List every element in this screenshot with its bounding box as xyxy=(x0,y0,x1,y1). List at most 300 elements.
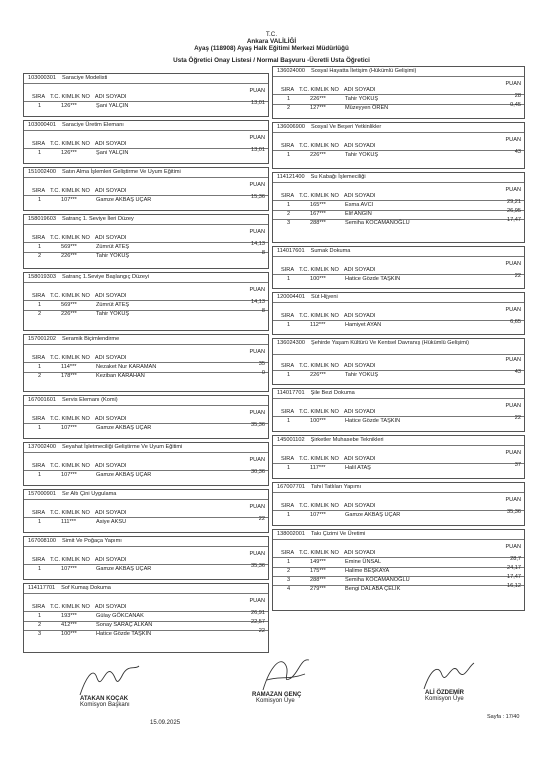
table-row xyxy=(24,619,268,630)
row-tc: 107*** xyxy=(61,566,77,572)
row-name: Elif ANGIN xyxy=(345,211,372,217)
col-sira: SIRA xyxy=(32,293,46,299)
col-puan: PUAN xyxy=(249,182,265,188)
row-sira: 1 xyxy=(38,566,42,572)
course-name: Saraciye Üretim Elemanı xyxy=(62,122,124,128)
row-sira: 3 xyxy=(287,577,291,583)
course-title xyxy=(28,216,264,222)
col-sira: SIRA xyxy=(32,141,46,147)
header-divider xyxy=(24,300,268,301)
col-name: ADI SOYADI xyxy=(343,313,376,319)
table-row xyxy=(24,469,268,480)
table-row xyxy=(24,610,268,621)
col-puan: PUAN xyxy=(505,497,521,503)
col-name: ADI SOYADI xyxy=(94,416,127,422)
course-name: Seyahat İşletmeciliği Geliştirme Ve Uyum Eğitimi xyxy=(62,444,183,450)
title-divider xyxy=(273,132,524,133)
title-divider xyxy=(24,499,268,500)
course-name: Su Kabağı İşlemeciliği xyxy=(310,174,366,180)
col-tc: T.C. KIMLIK NO xyxy=(50,557,90,563)
row-sira: 1 xyxy=(287,465,291,471)
course-name: Simit Ve Poğaça Yapımı xyxy=(62,538,122,544)
course-name: Satranç 1. Seviye İleri Düzey xyxy=(62,216,134,222)
course-name: Süt Hijyeni xyxy=(311,294,338,300)
row-tc: 100*** xyxy=(310,418,326,424)
col-tc: T.C. KIMLIK NO xyxy=(299,143,339,149)
course-code: 114121400 xyxy=(277,174,305,180)
col-sira: SIRA xyxy=(281,193,295,199)
row-sira: 1 xyxy=(287,372,291,378)
row-sira: 1 xyxy=(38,103,42,109)
col-tc: T.C. KIMLIK NO xyxy=(50,355,90,361)
row-name: Sonay SARAÇ ALKAN xyxy=(96,622,153,628)
col-puan: PUAN xyxy=(249,349,265,355)
column-header xyxy=(32,141,131,147)
column-header xyxy=(281,363,380,369)
title-divider xyxy=(273,445,524,446)
col-tc: T.C. KIMLIK NO xyxy=(299,313,339,319)
table-row xyxy=(24,250,268,261)
col-sira: SIRA xyxy=(32,235,46,241)
row-tc: 100*** xyxy=(310,276,326,282)
course-block xyxy=(272,66,525,119)
row-puan: 16,12 xyxy=(507,583,521,589)
col-tc: T.C. KIMLIK NO xyxy=(50,188,90,194)
row-puan: 13,01 xyxy=(251,100,265,106)
row-puan: 14,13 xyxy=(251,299,265,305)
row-tc: 126*** xyxy=(61,103,77,109)
table-row xyxy=(24,370,268,381)
signer-name-2: RAMAZAN GENÇ xyxy=(252,692,302,698)
table-row xyxy=(273,273,524,284)
course-code: 114117701 xyxy=(28,585,56,591)
row-puan: 26,91 xyxy=(251,610,265,616)
table-row xyxy=(24,299,268,310)
course-block xyxy=(272,529,525,611)
table-row xyxy=(24,147,268,158)
column-header xyxy=(32,510,131,516)
row-sira: 2 xyxy=(38,622,42,628)
header-divider xyxy=(24,470,268,471)
table-row xyxy=(24,422,268,433)
table-row xyxy=(273,462,524,473)
row-name: Emine ÜNSAL xyxy=(345,559,382,565)
row-sira: 1 xyxy=(287,202,291,208)
course-name: Seramik Biçimlendirme xyxy=(62,336,120,342)
signer-name-3: ALİ ÖZDEMİR xyxy=(425,690,464,696)
header-divider xyxy=(273,463,524,464)
table-row xyxy=(24,516,268,527)
signature-2 xyxy=(252,692,301,704)
title-divider xyxy=(24,546,268,547)
col-puan: PUAN xyxy=(249,229,265,235)
column-header xyxy=(32,188,131,194)
row-tc: 226*** xyxy=(61,253,77,259)
col-name: ADI SOYADI xyxy=(94,463,127,469)
col-name: ADI SOYADI xyxy=(343,363,376,369)
row-tc: 226*** xyxy=(310,372,326,378)
row-puan: 35,36 xyxy=(251,422,265,428)
column-header xyxy=(32,293,131,299)
column-header xyxy=(32,355,131,361)
row-tc: 165*** xyxy=(310,202,326,208)
course-name: Şile Bezi Dokuma xyxy=(310,390,355,396)
title-divider xyxy=(24,224,268,225)
row-sira: 1 xyxy=(38,425,42,431)
course-name: Saraciye Modelisti xyxy=(62,75,108,81)
table-row xyxy=(24,628,268,639)
course-name: Satın Alma İşlemleri Geliştirme Ve Uyum Eğitimi xyxy=(62,169,181,175)
title-divider xyxy=(24,405,268,406)
col-tc: T.C. KIMLIK NO xyxy=(299,550,339,556)
header-divider xyxy=(24,517,268,518)
table-row xyxy=(24,308,268,319)
row-puan: 0 xyxy=(261,370,265,376)
row-name: Asiye AKSU xyxy=(96,519,127,525)
header-divider xyxy=(24,362,268,363)
row-sira: 2 xyxy=(287,211,291,217)
col-name: ADI SOYADI xyxy=(343,143,376,149)
course-block xyxy=(23,334,269,392)
column-header xyxy=(281,409,380,415)
table-row xyxy=(273,509,524,520)
row-puan: 6,65 xyxy=(510,319,521,325)
header-divider xyxy=(273,200,524,201)
course-block xyxy=(23,583,269,653)
col-sira: SIRA xyxy=(281,503,295,509)
course-name: Satranç 1.Seviye Başlangıç Düzeyi xyxy=(62,274,150,280)
row-sira: 1 xyxy=(38,364,42,370)
col-name: ADI SOYADI xyxy=(94,94,127,100)
title-divider xyxy=(24,452,268,453)
row-sira: 1 xyxy=(38,150,42,156)
course-block xyxy=(272,172,525,243)
course-title xyxy=(28,169,264,175)
header-valilik: Ankara VALİLİĞİ xyxy=(246,38,297,45)
row-puan: 35 xyxy=(258,361,265,367)
course-name: Takı Çizimi Ve Üretimi xyxy=(311,531,366,537)
course-code: 114017601 xyxy=(277,248,305,254)
row-puan: 22,57 xyxy=(251,619,265,625)
course-title xyxy=(28,444,264,450)
course-name: Sosyal Hayatta İletişim (Hükümlü Gelişimi) xyxy=(311,68,417,74)
col-puan: PUAN xyxy=(505,450,521,456)
column-header xyxy=(32,235,131,241)
course-block xyxy=(23,120,269,164)
course-name: Sosyal Ve Beşeri Yetkinlikler xyxy=(311,124,382,130)
signer-role-3: Komisyon Üye xyxy=(425,696,464,702)
col-tc: T.C. KIMLIK NO xyxy=(299,267,339,273)
table-row xyxy=(273,93,524,104)
col-sira: SIRA xyxy=(281,313,295,319)
col-puan: PUAN xyxy=(249,504,265,510)
col-sira: SIRA xyxy=(32,463,46,469)
row-name: Şani YALÇIN xyxy=(96,103,129,109)
table-row xyxy=(273,415,524,426)
row-name: Zümrüt ATEŞ xyxy=(96,244,130,250)
row-tc: 175*** xyxy=(310,568,326,574)
col-name: ADI SOYADI xyxy=(94,293,127,299)
row-name: Hatice Gözde TAŞKIN xyxy=(345,418,401,424)
course-code: 103000301 xyxy=(28,75,56,81)
course-title xyxy=(277,68,520,74)
col-tc: T.C. KIMLIK NO xyxy=(50,94,90,100)
row-puan: 43 xyxy=(514,149,521,155)
row-sira: 1 xyxy=(287,322,291,328)
column-header xyxy=(281,456,380,462)
col-tc: T.C. KIMLIK NO xyxy=(50,235,90,241)
course-code: 137002400 xyxy=(28,444,56,450)
signer-role-1: Komisyon Başkanı xyxy=(80,702,130,708)
course-title xyxy=(277,174,520,180)
row-puan: 26,95 xyxy=(507,208,521,214)
table-row xyxy=(24,241,268,252)
column-header xyxy=(32,463,131,469)
row-tc: 193*** xyxy=(61,613,77,619)
col-sira: SIRA xyxy=(281,143,295,149)
col-puan: PUAN xyxy=(505,403,521,409)
row-tc: 569*** xyxy=(61,302,77,308)
row-puan: 8 xyxy=(261,250,265,256)
course-name: Şirketler Muhasebe Teknikleri xyxy=(310,437,384,443)
row-name: Gamze AKBAŞ UÇAR xyxy=(345,512,401,518)
col-tc: T.C. KIMLIK NO xyxy=(50,416,90,422)
signature-scribble-1 xyxy=(75,660,145,700)
row-tc: 114*** xyxy=(61,364,77,370)
row-name: Tahir YOKUŞ xyxy=(96,253,130,259)
header-divider xyxy=(273,150,524,151)
title-divider xyxy=(273,492,524,493)
col-puan: PUAN xyxy=(249,457,265,463)
row-name: Esma AVCI xyxy=(345,202,374,208)
course-title xyxy=(28,336,264,342)
signature-scribble-2 xyxy=(255,650,315,695)
col-sira: SIRA xyxy=(281,363,295,369)
course-name: Servis Elemanı (Komi) xyxy=(62,397,118,403)
row-tc: 107*** xyxy=(310,512,326,518)
row-puan: 22 xyxy=(514,273,521,279)
col-tc: T.C. KIMLIK NO xyxy=(50,463,90,469)
row-puan: 8 xyxy=(261,308,265,314)
row-puan: 35,36 xyxy=(251,563,265,569)
col-sira: SIRA xyxy=(32,188,46,194)
course-title xyxy=(28,75,264,81)
title-divider xyxy=(24,282,268,283)
header-divider xyxy=(273,510,524,511)
row-name: Gülay GÖKCANAK xyxy=(96,613,144,619)
row-tc: 226*** xyxy=(310,152,326,158)
row-tc: 226*** xyxy=(310,96,326,102)
course-name: Sır Altı Çini Uygulama xyxy=(62,491,117,497)
col-puan: PUAN xyxy=(249,551,265,557)
col-sira: SIRA xyxy=(281,550,295,556)
course-title xyxy=(28,274,264,280)
table-row xyxy=(273,149,524,160)
col-sira: SIRA xyxy=(32,416,46,422)
col-sira: SIRA xyxy=(281,409,295,415)
course-name: Sof Kumaş Dokuma xyxy=(61,585,111,591)
course-block xyxy=(23,442,269,486)
course-code: 103000401 xyxy=(28,122,56,128)
col-puan: PUAN xyxy=(249,88,265,94)
table-row xyxy=(273,556,524,567)
table-row xyxy=(273,583,524,594)
col-name: ADI SOYADI xyxy=(343,87,376,93)
title-divider xyxy=(24,83,268,84)
row-sira: 1 xyxy=(38,472,42,478)
col-puan: PUAN xyxy=(249,287,265,293)
col-tc: T.C. KIMLIK NO xyxy=(50,293,90,299)
row-puan: 37 xyxy=(514,462,521,468)
course-code: 158019603 xyxy=(28,216,56,222)
course-block xyxy=(23,272,269,331)
col-name: ADI SOYADI xyxy=(343,550,376,556)
col-puan: PUAN xyxy=(505,357,521,363)
signature-3 xyxy=(425,690,464,702)
row-tc: 126*** xyxy=(61,150,77,156)
row-name: Tahir YOKUŞ xyxy=(345,152,379,158)
title-divider xyxy=(24,593,268,594)
table-row xyxy=(24,361,268,372)
table-row xyxy=(273,319,524,330)
table-row xyxy=(273,199,524,210)
header-divider xyxy=(24,564,268,565)
row-puan: 35,36 xyxy=(507,509,521,515)
row-puan: 14,13 xyxy=(251,241,265,247)
course-code: 114017701 xyxy=(277,390,305,396)
row-name: Hamiyet AYAN xyxy=(345,322,382,328)
row-sira: 3 xyxy=(287,220,291,226)
title-divider xyxy=(273,302,524,303)
row-puan: 17,47 xyxy=(507,217,521,223)
course-title xyxy=(277,248,520,254)
col-sira: SIRA xyxy=(32,557,46,563)
signature-1 xyxy=(80,696,130,708)
row-tc: 226*** xyxy=(61,311,77,317)
row-puan: 13,01 xyxy=(251,147,265,153)
course-code: 167001601 xyxy=(28,397,56,403)
header-divider xyxy=(273,557,524,558)
course-code: 151002400 xyxy=(28,169,56,175)
row-name: Halil ATAŞ xyxy=(345,465,371,471)
row-name: Gamze AKBAŞ UÇAR xyxy=(96,472,152,478)
title-divider xyxy=(273,539,524,540)
row-puan: 30,36 xyxy=(251,469,265,475)
col-puan: PUAN xyxy=(505,261,521,267)
col-name: ADI SOYADI xyxy=(94,188,127,194)
title-divider xyxy=(273,398,524,399)
col-tc: T.C. KIMLIK NO xyxy=(299,503,339,509)
course-code: 157000901 xyxy=(28,491,56,497)
column-header xyxy=(281,503,380,509)
row-name: Müzeyyen ÖREN xyxy=(345,105,389,111)
col-name: ADI SOYADI xyxy=(94,355,127,361)
signer-role-2: Komisyon Üye xyxy=(256,698,295,704)
row-sira: 2 xyxy=(38,373,42,379)
title-divider xyxy=(273,354,524,355)
row-tc: 112*** xyxy=(310,322,326,328)
column-header xyxy=(32,416,131,422)
row-tc: 288*** xyxy=(310,220,326,226)
row-puan: 43 xyxy=(514,369,521,375)
header-divider xyxy=(24,195,268,196)
column-header xyxy=(281,313,380,319)
row-puan: 28 xyxy=(514,93,521,99)
row-sira: 1 xyxy=(287,96,291,102)
col-puan: PUAN xyxy=(505,544,521,550)
header-divider xyxy=(24,611,268,612)
course-title xyxy=(28,491,264,497)
course-code: 167007701 xyxy=(277,484,305,490)
row-sira: 1 xyxy=(38,197,42,203)
row-name: Gamze AKBAŞ UÇAR xyxy=(96,197,152,203)
course-title xyxy=(28,397,264,403)
signer-name-1: ATAKAN KOÇAK xyxy=(80,696,129,702)
col-name: ADI SOYADI xyxy=(94,510,127,516)
row-tc: 107*** xyxy=(61,425,77,431)
header-divider xyxy=(24,423,268,424)
course-block xyxy=(272,388,525,432)
course-code: 136006900 xyxy=(277,124,305,130)
course-block xyxy=(272,435,525,479)
row-puan: 28,7 xyxy=(510,556,521,562)
row-puan: 15,36 xyxy=(251,194,265,200)
row-tc: 178*** xyxy=(61,373,77,379)
row-sira: 1 xyxy=(287,152,291,158)
title-divider xyxy=(273,256,524,257)
row-sira: 1 xyxy=(287,559,291,565)
row-name: Halime BEŞKAYA xyxy=(345,568,390,574)
col-sira: SIRA xyxy=(32,355,46,361)
header-divider xyxy=(24,242,268,243)
title-divider xyxy=(24,177,268,178)
row-name: Zümrüt ATEŞ xyxy=(96,302,130,308)
course-name: Şehirde Yaşam Kültürü Ve Kentsel Davranış (Hükümlü Gelişimi) xyxy=(311,340,470,346)
signature-scribble-3 xyxy=(418,655,478,695)
row-name: Gamze AKBAŞ UÇAR xyxy=(96,566,152,572)
col-puan: PUAN xyxy=(249,598,265,604)
course-block xyxy=(23,489,269,533)
row-sira: 1 xyxy=(38,519,42,525)
document-date: 15.09.2025 xyxy=(150,720,181,726)
course-block xyxy=(272,122,525,169)
row-sira: 1 xyxy=(38,302,42,308)
col-name: ADI SOYADI xyxy=(94,604,127,610)
row-sira: 1 xyxy=(38,244,42,250)
course-block xyxy=(272,482,525,526)
row-puan: 29,21 xyxy=(507,199,521,205)
row-puan: 22 xyxy=(258,516,265,522)
page-number: Sayfa : 17/40 xyxy=(487,714,520,720)
course-block xyxy=(23,167,269,211)
col-puan: PUAN xyxy=(249,135,265,141)
col-tc: T.C. KIMLIK NO xyxy=(299,363,339,369)
row-name: Bengi DALABA ÇELİK xyxy=(345,586,401,592)
row-tc: 107*** xyxy=(61,197,77,203)
course-title xyxy=(277,531,520,537)
table-row xyxy=(273,102,524,113)
row-sira: 2 xyxy=(287,568,291,574)
header-institution: Ayaş (118908) Ayaş Halk Eğitimi Merkezi Müdürlüğü xyxy=(194,45,349,52)
row-tc: 117*** xyxy=(310,465,326,471)
table-row xyxy=(273,369,524,380)
col-sira: SIRA xyxy=(281,456,295,462)
row-name: Tahir YOKUŞ xyxy=(96,311,130,317)
row-sira: 2 xyxy=(38,311,42,317)
row-tc: 279*** xyxy=(310,586,326,592)
table-row xyxy=(24,194,268,205)
column-header xyxy=(32,557,131,563)
